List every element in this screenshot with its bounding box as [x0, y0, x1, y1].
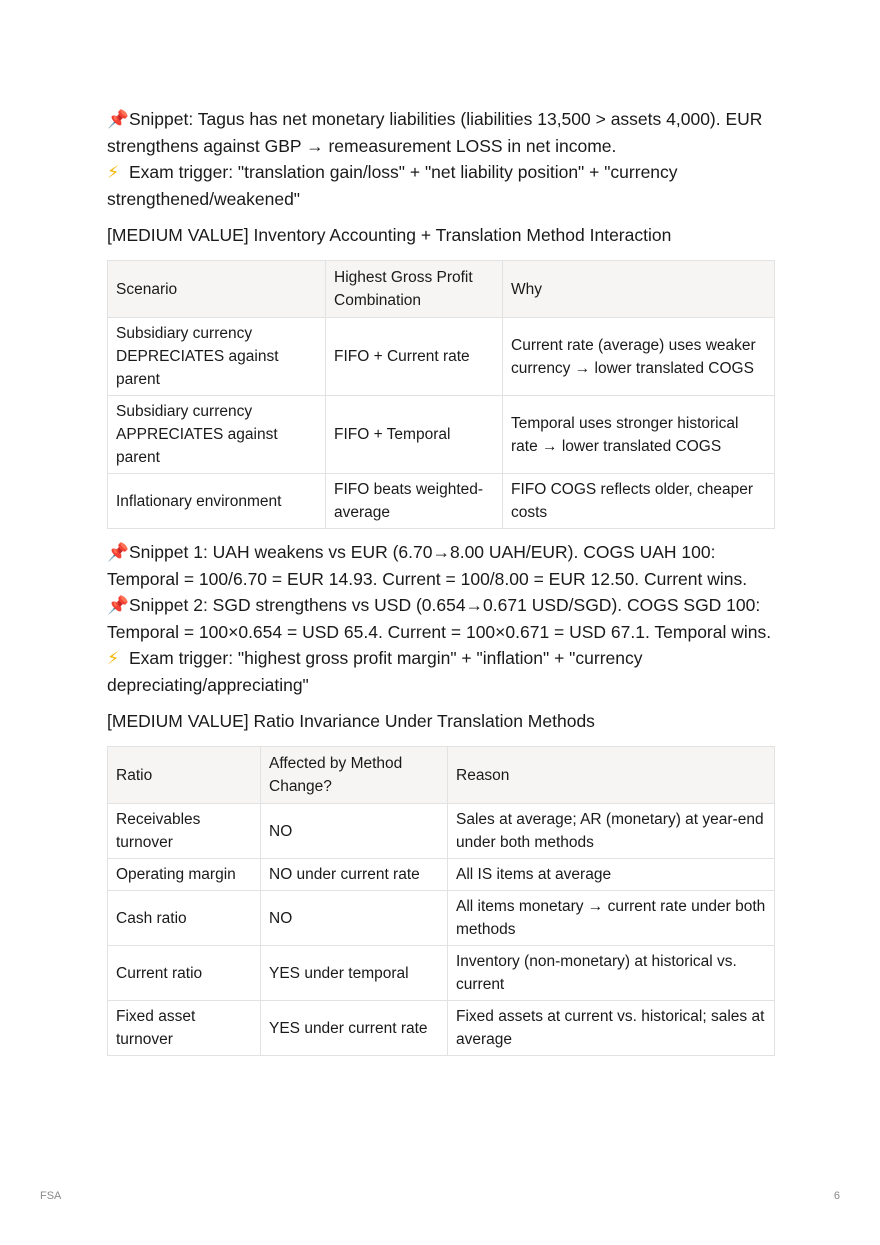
- pushpin-icon: 📌: [107, 109, 129, 129]
- table-cell: Receivables turnover: [108, 804, 261, 859]
- footer-page-number: 6: [833, 1190, 840, 1202]
- table-cell: NO: [261, 891, 448, 946]
- table-cell: FIFO + Current rate: [326, 318, 503, 396]
- snippet-2-paragraph: [107, 592, 774, 645]
- table-cell: YES under temporal: [261, 946, 448, 1001]
- table-cell: NO: [261, 804, 448, 859]
- table-cell: Subsidiary currency DEPRECIATES against parent: [108, 318, 326, 396]
- table-cell: Sales at average; AR (monetary) at year-end under both methods: [448, 804, 775, 859]
- ratio-invariance-table: [107, 746, 775, 1056]
- lightning-icon: ⚡: [107, 162, 120, 182]
- table-row: [108, 891, 775, 946]
- snippet-text: Snippet: Tagus has net monetary liabilities (liabilities 13,500 > assets 4,000). EUR strengthens against GBP → remeasurement LOSS in net income.: [107, 109, 763, 156]
- table-cell: Cash ratio: [108, 891, 261, 946]
- column-header: Why: [503, 261, 775, 318]
- footer-doc-label: FSA: [40, 1190, 62, 1202]
- column-header: Affected by Method Change?: [261, 747, 448, 804]
- exam-trigger-text: Exam trigger: "translation gain/loss" + "net liability position" + "currency strengthened/weakened": [107, 162, 678, 209]
- table-cell: All IS items at average: [448, 859, 775, 891]
- column-header: Highest Gross Profit Combination: [326, 261, 503, 318]
- lightning-icon: ⚡: [107, 648, 120, 668]
- table-cell: Current ratio: [108, 946, 261, 1001]
- table-header-row: [108, 747, 775, 804]
- table-cell: Current rate (average) uses weaker currency → lower translated COGS: [503, 318, 775, 396]
- table-header-row: [108, 261, 775, 318]
- table-cell: YES under current rate: [261, 1001, 448, 1056]
- table-cell: Operating margin: [108, 859, 261, 891]
- snippet-1-text: Snippet 1: UAH weakens vs EUR (6.70→8.00 UAH/EUR). COGS UAH 100: Temporal = 100/6.70 = EUR 14.93. Current = 100/8.00 = EUR 12.50. Current wins.: [107, 542, 748, 589]
- table-cell: Fixed asset turnover: [108, 1001, 261, 1056]
- exam-trigger-paragraph: [107, 645, 774, 698]
- pushpin-icon: 📌: [107, 542, 129, 562]
- table-cell: FIFO beats weighted-average: [326, 474, 503, 529]
- snippet-1-paragraph: [107, 539, 774, 592]
- table-cell: Subsidiary currency APPRECIATES against parent: [108, 396, 326, 474]
- table-cell: Inflationary environment: [108, 474, 326, 529]
- table-row: [108, 318, 775, 396]
- column-header: Reason: [448, 747, 775, 804]
- table-row: [108, 859, 775, 891]
- table-cell: Inventory (non-monetary) at historical vs. current: [448, 946, 775, 1001]
- table-row: [108, 804, 775, 859]
- column-header: Ratio: [108, 747, 261, 804]
- table-row: [108, 396, 775, 474]
- exam-trigger-text: Exam trigger: "highest gross profit margin" + "inflation" + "currency depreciating/appreciating": [107, 648, 643, 695]
- section-heading-ratio: [MEDIUM VALUE] Ratio Invariance Under Translation Methods: [107, 711, 595, 731]
- exam-trigger-paragraph: [107, 159, 774, 212]
- page-content: [107, 106, 774, 1066]
- section-heading-inventory: [MEDIUM VALUE] Inventory Accounting + Translation Method Interaction: [107, 225, 672, 245]
- table-row: [108, 946, 775, 1001]
- column-header: Scenario: [108, 261, 326, 318]
- pushpin-icon: 📌: [107, 595, 129, 615]
- table-row: [108, 474, 775, 529]
- snippet-2-text: Snippet 2: SGD strengthens vs USD (0.654→0.671 USD/SGD). COGS SGD 100: Temporal = 100×0.654 = USD 65.4. Current = 100×0.671 = USD 67.1. Temporal wins.: [107, 595, 772, 642]
- table-cell: Temporal uses stronger historical rate → lower translated COGS: [503, 396, 775, 474]
- table-cell: Fixed assets at current vs. historical; sales at average: [448, 1001, 775, 1056]
- table-cell: All items monetary → current rate under both methods: [448, 891, 775, 946]
- table-cell: FIFO COGS reflects older, cheaper costs: [503, 474, 775, 529]
- snippet-paragraph: [107, 106, 774, 159]
- inventory-translation-table: [107, 260, 775, 529]
- table-cell: FIFO + Temporal: [326, 396, 503, 474]
- table-row: [108, 1001, 775, 1056]
- table-cell: NO under current rate: [261, 859, 448, 891]
